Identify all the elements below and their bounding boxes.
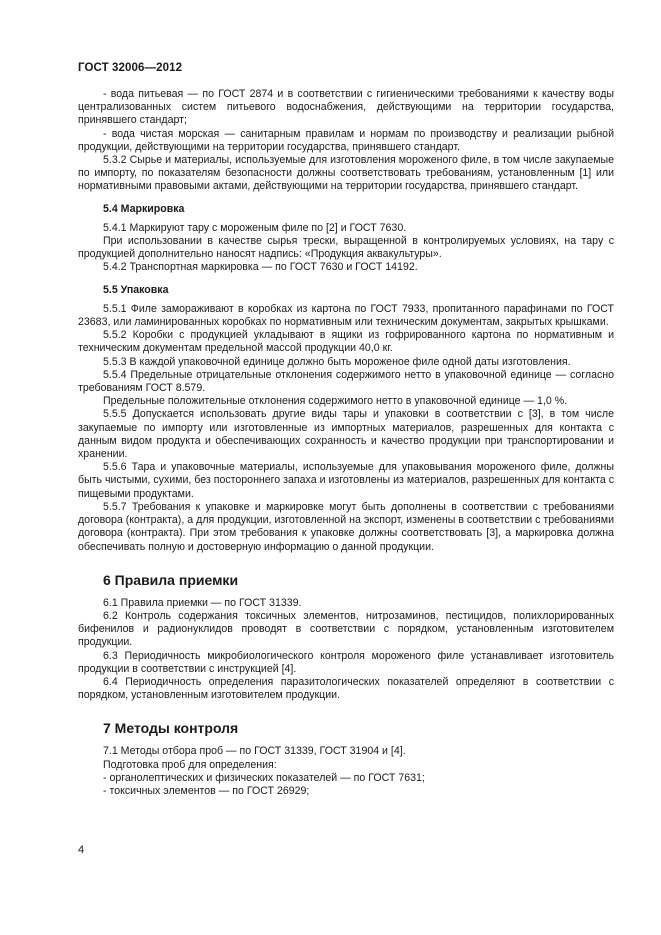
document-header: ГОСТ 32006—2012 (78, 62, 183, 74)
paragraph: 5.4.2 Транспортная маркировка — по ГОСТ 7630 и ГОСТ 14192. (103, 261, 418, 274)
paragraph: Подготовка проб для определения: (103, 758, 277, 771)
paragraph: 6.1 Правила приемки — по ГОСТ 31339. (103, 596, 302, 609)
paragraph: 6.3 Периодичность микробиологического контроля мороженого филе устанавливает изготовитель продукции в соответствии с инструкцией [4]. (78, 649, 614, 675)
paragraph: 5.5.7 Требования к упаковке и маркировке могут быть дополнены в соответствии с требованиями договора (контракта), а для продукции, изготовленной на экспорт, изменены в соответствии с требованиями договора (контракта). При этом требования к упаковке должны соответствовать [3], а маркировка должна обеспечивать полную и достоверную информацию о данной продукции. (78, 500, 614, 553)
paragraph: Предельные положительные отклонения содержимого нетто в упаковочной единице — 1,0 %. (103, 395, 568, 408)
list-item: - токсичных элементов — по ГОСТ 26929; (103, 784, 310, 797)
section-heading: 5.4 Маркировка (103, 202, 185, 215)
paragraph: 5.5.4 Предельные отрицательные отклонения содержимого нетто в упаковочной единице — согласно требованиям ГОСТ 8.579. (78, 368, 614, 395)
paragraph: - вода питьевая — по ГОСТ 2874 и в соответствии с гигиеническими требованиями к качеству воды централизованных систем питьевого водоснабжения, действующими на территории государства, принявшего стандарт; (78, 88, 614, 127)
paragraph: 5.4.1 Маркируют тару с мороженым филе по [2] и ГОСТ 7630. (103, 221, 407, 234)
paragraph: 5.5.2 Коробки с продукцией укладывают в ящики из гофрированного картона по нормативным и техническим документам предельной массой продукции 40,0 кг. (78, 329, 614, 355)
paragraph: 5.5.5 Допускается использовать другие виды тары и упаковки в соответствии с [3], в том числе закупаемые по импорту или изготовленные из импортных материалов, разрешенных для контакта с данным видом продукта и обеспечивающих сохранность и качество продукции при транспортировании и хранении. (78, 408, 614, 461)
paragraph: 6.2 Контроль содержания токсичных элементов, нитрозаминов, пестицидов, полихлорированных бифенилов и радионуклидов проводят в соответствии с порядком, установленным изготовителем продукции. (78, 609, 614, 649)
paragraph: 5.3.2 Сырье и материалы, используемые для изготовления мороженого филе, в том числе закупаемые по импорту, по показателям безопасности должны соответствовать требованиям, установленным [1] или нормативными правовыми актами, действующими на территории государства, принявшего стандарт. (78, 154, 614, 193)
paragraph: 5.5.1 Филе замораживают в коробках из картона по ГОСТ 7933, пропитанного парафинами по ГОСТ 23683, или ламинированных коробках по нормативным или техническим документам, закрытых крышками. (78, 302, 614, 329)
page-number: 4 (78, 844, 85, 856)
chapter-heading: 6 Правила приемки (103, 571, 239, 588)
document-body (78, 88, 614, 798)
paragraph: 5.5.3 В каждой упаковочной единице должно быть мороженое филе одной даты изготовления. (103, 355, 571, 368)
paragraph: 5.5.6 Тара и упаковочные материалы, используемые для упаковывания мороженого филе, должны быть чистыми, сухими, без постороннего запаха и изготовлены из материалов, разрешенных для контакта с пищевыми продуктами. (78, 461, 614, 500)
chapter-heading: 7 Методы контроля (103, 720, 239, 737)
paragraph: 7.1 Методы отбора проб — по ГОСТ 31339, ГОСТ 31904 и [4]. (103, 745, 406, 758)
paragraph: 6.4 Периодичность определения паразитологических показателей определяют в соответствии с порядком, установленным изготовителем продукции. (78, 675, 614, 702)
paragraph: При использовании в качестве сырья трески, выращенной в контролируемых условиях, на тару с продукцией дополнительно наносят надпись: «Продукция аквакультуры». (78, 235, 614, 261)
list-item: - органолептических и физических показателей — по ГОСТ 7631; (103, 771, 425, 784)
paragraph: - вода чистая морская — санитарным правилам и нормам по производству и реализации рыбной продукции, действующими на территории государства, принявшего стандарт. (78, 127, 614, 153)
section-heading: 5.5 Упаковка (103, 283, 169, 296)
